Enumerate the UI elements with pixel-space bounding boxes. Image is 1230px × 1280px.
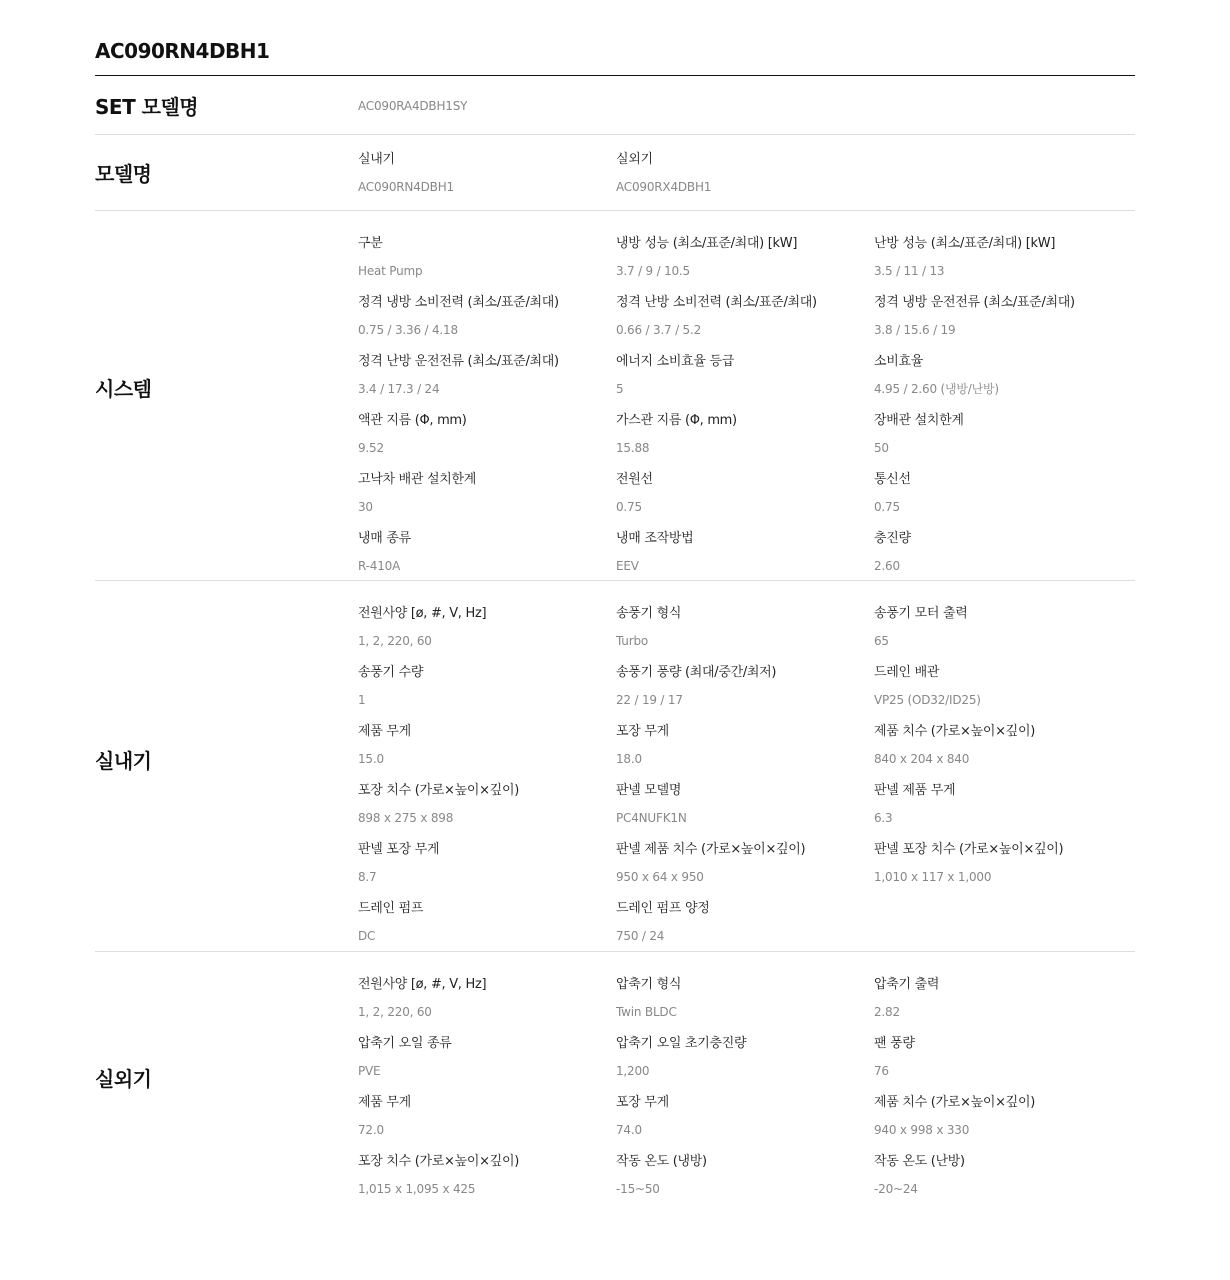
spec-label: 정격 난방 소비전력 (최소/표준/최대) <box>616 295 817 310</box>
spec-label: 드레인 펌프 <box>358 901 424 916</box>
spec-value: 4.95 / 2.60 (냉방/난방) <box>874 382 999 396</box>
spec-label: 압축기 출력 <box>874 977 940 992</box>
spec-item <box>616 457 874 516</box>
spec-item <box>874 962 1132 1021</box>
spec-value: VP25 (OD32/ID25) <box>874 693 981 707</box>
spec-value: 30 <box>358 500 373 514</box>
spec-value: PVE <box>358 1064 381 1078</box>
spec-label: 실내기 <box>358 152 395 167</box>
spec-item <box>358 709 616 768</box>
spec-value: 750 / 24 <box>616 929 665 943</box>
spec-item <box>874 1021 1132 1080</box>
spec-item <box>874 709 1132 768</box>
spec-value: 76 <box>874 1064 889 1078</box>
spec-label: 압축기 형식 <box>616 977 682 992</box>
spec-value: EEV <box>616 559 639 573</box>
spec-value: 1, 2, 220, 60 <box>358 1005 432 1019</box>
spec-label: 전원사양 [ø, #, V, Hz] <box>358 977 487 992</box>
spec-label: 에너지 소비효율 등급 <box>616 354 734 369</box>
spec-value: 74.0 <box>616 1123 642 1137</box>
spec-label: 판넬 포장 치수 (가로×높이×깊이) <box>874 842 1064 857</box>
spec-value: 898 x 275 x 898 <box>358 811 454 825</box>
spec-item <box>616 221 874 280</box>
spec-label: 송풍기 수량 <box>358 665 424 680</box>
spec-value: 9.52 <box>358 441 384 455</box>
spec-value: 1,010 x 117 x 1,000 <box>874 870 992 884</box>
spec-item <box>358 135 616 211</box>
spec-label: 판넬 제품 치수 (가로×높이×깊이) <box>616 842 806 857</box>
spec-value: 1, 2, 220, 60 <box>358 634 432 648</box>
spec-item <box>358 339 616 398</box>
spec-label: 가스관 지름 (Φ, mm) <box>616 413 737 428</box>
spec-label: 냉방 성능 (최소/표준/최대) [kW] <box>616 236 798 251</box>
spec-value: 0.75 / 3.36 / 4.18 <box>358 323 458 337</box>
spec-label: 난방 성능 (최소/표준/최대) [kW] <box>874 236 1056 251</box>
spec-value: AC090RX4DBH1 <box>616 180 712 194</box>
spec-value: 1 <box>358 693 366 707</box>
spec-value: 6.3 <box>874 811 893 825</box>
spec-value: 3.4 / 17.3 / 24 <box>358 382 440 396</box>
spec-value: 1,200 <box>616 1064 650 1078</box>
spec-label: 제품 무게 <box>358 724 411 739</box>
spec-value: Turbo <box>616 634 649 648</box>
spec-value: 22 / 19 / 17 <box>616 693 683 707</box>
spec-label: 포장 치수 (가로×높이×깊이) <box>358 783 519 798</box>
spec-item <box>616 1139 874 1198</box>
spec-item <box>874 398 1132 457</box>
spec-value: 15.0 <box>358 752 384 766</box>
spec-item <box>358 591 616 650</box>
spec-value: 50 <box>874 441 889 455</box>
spec-item <box>874 591 1132 650</box>
spec-value: PC4NUFK1N <box>616 811 687 825</box>
spec-value: Heat Pump <box>358 264 423 278</box>
spec-label: 압축기 오일 종류 <box>358 1036 452 1051</box>
spec-label: 포장 무게 <box>616 724 669 739</box>
spec-item <box>874 280 1132 339</box>
spec-value: 18.0 <box>616 752 642 766</box>
spec-item <box>358 398 616 457</box>
spec-item <box>874 1080 1132 1139</box>
spec-label: 정격 난방 운전전류 (최소/표준/최대) <box>358 354 559 369</box>
spec-item <box>874 650 1132 709</box>
spec-value: 940 x 998 x 330 <box>874 1123 970 1137</box>
spec-value: 950 x 64 x 950 <box>616 870 704 884</box>
spec-label: 송풍기 형식 <box>616 606 682 621</box>
spec-value: 5 <box>616 382 624 396</box>
spec-item <box>874 339 1132 398</box>
spec-label: 냉매 조작방법 <box>616 531 694 546</box>
spec-label: 구분 <box>358 236 383 251</box>
spec-label: 냉매 종류 <box>358 531 411 546</box>
model-section <box>95 135 1135 211</box>
spec-value: 3.5 / 11 / 13 <box>874 264 945 278</box>
spec-label: 작동 온도 (냉방) <box>616 1154 707 1169</box>
spec-value: 0.66 / 3.7 / 5.2 <box>616 323 702 337</box>
spec-item <box>616 962 874 1021</box>
spec-value: Twin BLDC <box>616 1005 677 1019</box>
spec-label: 팬 풍량 <box>874 1036 915 1051</box>
indoor-specs <box>358 581 1135 943</box>
model-specs <box>358 135 1135 210</box>
spec-label: 압축기 오일 초기충진량 <box>616 1036 747 1051</box>
outdoor-specs <box>358 952 1135 1202</box>
spec-item <box>874 457 1132 516</box>
spec-item <box>358 886 616 945</box>
spec-label: 드레인 펌프 양정 <box>616 901 710 916</box>
indoor-section <box>95 581 1135 952</box>
spec-label: 제품 치수 (가로×높이×깊이) <box>874 1095 1035 1110</box>
spec-item <box>358 827 616 886</box>
spec-value: 15.88 <box>616 441 650 455</box>
spec-value: 3.8 / 15.6 / 19 <box>874 323 956 337</box>
spec-value: AC090RN4DBH1 <box>358 180 454 194</box>
system-section <box>95 211 1135 581</box>
set-model-section <box>95 76 1135 135</box>
spec-item <box>616 827 874 886</box>
spec-item <box>616 886 874 945</box>
spec-item <box>358 1139 616 1198</box>
spec-value: 3.7 / 9 / 10.5 <box>616 264 690 278</box>
spec-value: 72.0 <box>358 1123 384 1137</box>
spec-item <box>358 457 616 516</box>
spec-item <box>358 1080 616 1139</box>
spec-label: 포장 치수 (가로×높이×깊이) <box>358 1154 519 1169</box>
spec-value: -20~24 <box>874 1182 918 1196</box>
spec-label: 고낙차 배관 설치한계 <box>358 472 476 487</box>
spec-value: DC <box>358 929 376 943</box>
spec-label: 통신선 <box>874 472 911 487</box>
spec-item <box>616 1021 874 1080</box>
spec-item <box>616 339 874 398</box>
spec-item <box>874 768 1132 827</box>
spec-value: 0.75 <box>616 500 642 514</box>
system-specs <box>358 211 1135 573</box>
spec-value: 1,015 x 1,095 x 425 <box>358 1182 476 1196</box>
spec-item <box>358 962 616 1021</box>
model-heading: 모델명 <box>95 162 152 186</box>
spec-page <box>95 0 1135 1202</box>
spec-label: 액관 지름 (Φ, mm) <box>358 413 467 428</box>
spec-item <box>358 650 616 709</box>
spec-label: 장배관 설치한계 <box>874 413 964 428</box>
spec-label: 실외기 <box>616 152 653 167</box>
spec-item <box>616 280 874 339</box>
spec-item <box>616 709 874 768</box>
spec-value: 2.82 <box>874 1005 900 1019</box>
spec-value: 2.60 <box>874 559 900 573</box>
spec-label: 포장 무게 <box>616 1095 669 1110</box>
spec-item <box>874 1139 1132 1198</box>
spec-item <box>358 280 616 339</box>
spec-item <box>616 1080 874 1139</box>
spec-label: 판넬 모델명 <box>616 783 682 798</box>
spec-item <box>358 768 616 827</box>
spec-item <box>616 768 874 827</box>
spec-value: 65 <box>874 634 889 648</box>
spec-value: 840 x 204 x 840 <box>874 752 970 766</box>
spec-label: 소비효율 <box>874 354 924 369</box>
set-model-value: AC090RA4DBH1SY <box>358 99 468 113</box>
spec-label: 전원선 <box>616 472 653 487</box>
spec-label: 정격 냉방 운전전류 (최소/표준/최대) <box>874 295 1075 310</box>
spec-label: 송풍기 풍량 (최대/중간/최저) <box>616 665 777 680</box>
spec-label: 드레인 배관 <box>874 665 940 680</box>
spec-value: -15~50 <box>616 1182 660 1196</box>
spec-label: 충진량 <box>874 531 911 546</box>
indoor-heading: 실내기 <box>95 748 152 773</box>
system-heading: 시스템 <box>95 377 152 401</box>
spec-value: 8.7 <box>358 870 377 884</box>
spec-item <box>616 650 874 709</box>
spec-item <box>874 827 1132 886</box>
spec-label: 판넬 제품 무게 <box>874 783 956 798</box>
spec-item <box>616 516 874 575</box>
spec-item <box>874 221 1132 280</box>
spec-item <box>616 135 874 211</box>
set-model-heading: SET 모델명 <box>95 94 199 119</box>
outdoor-heading: 실외기 <box>95 1066 152 1091</box>
page-title: AC090RN4DBH1 <box>95 38 1135 76</box>
spec-value: 0.75 <box>874 500 900 514</box>
spec-item <box>358 1021 616 1080</box>
spec-item <box>616 398 874 457</box>
spec-item <box>874 516 1132 575</box>
spec-label: 전원사양 [ø, #, V, Hz] <box>358 606 487 621</box>
spec-label: 제품 치수 (가로×높이×깊이) <box>874 724 1035 739</box>
spec-label: 송풍기 모터 출력 <box>874 606 968 621</box>
spec-item <box>358 221 616 280</box>
spec-label: 판넬 포장 무게 <box>358 842 440 857</box>
spec-label: 작동 온도 (난방) <box>874 1154 965 1169</box>
spec-item <box>358 516 616 575</box>
spec-value: R-410A <box>358 559 401 573</box>
spec-label: 정격 냉방 소비전력 (최소/표준/최대) <box>358 295 559 310</box>
outdoor-section <box>95 952 1135 1202</box>
spec-item <box>616 591 874 650</box>
spec-label: 제품 무게 <box>358 1095 411 1110</box>
